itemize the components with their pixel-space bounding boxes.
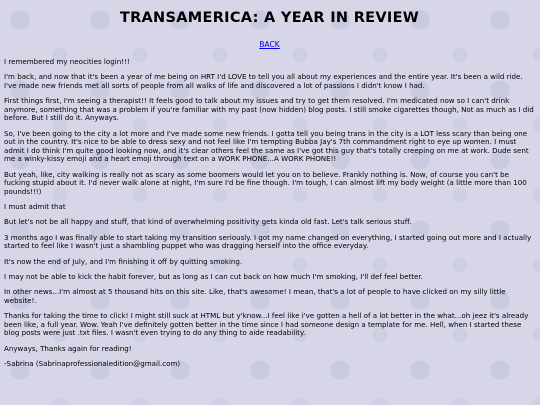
paragraph-july: It's now the end of July, and I'm finishing it off by quitting smoking. xyxy=(4,256,243,266)
paragraph-thanks: Thanks for taking the time to click! I might still suck at HTML but y'know...I feel like i've gotten a hell of a lot better in the what...oh jeez it's already been like, a full year. Wow. Yeah I've definitely gotten better in the time since I had someone design a template for me. Hell, when I started these blog posts were just .txt files. I wasn't even trying to do any thing to aide readability. xyxy=(4,311,529,338)
blog-post-body xyxy=(4,58,535,369)
paragraph-serious: But let's not be all happy and stuff, that kind of overwhelming positivity gets kinda old fast. Let's talk serious stuff. xyxy=(4,217,412,227)
back-link[interactable]: BACK xyxy=(259,40,280,49)
back-link-wrapper xyxy=(4,40,535,49)
paragraph-admit: I must admit that xyxy=(4,201,66,211)
paragraph-habit: I may not be able to kick the habit forever, but as long as I can cut back on how much I'm smoking, I'll def feel better. xyxy=(4,272,423,282)
paragraph-therapist: First things first, I'm seeing a therapist!! It feels good to talk about my issues and try to get them resolved. I'm medicated now so I can't drink anymore, something that was a problem if you're familiar with my past (now hidden) blog posts. I still smoke cigarettes though, Not as much as I did before. But I still do it. Anyways. xyxy=(4,96,534,123)
paragraph-transition: 3 months ago I was finally able to start taking my transition seriously. I got my name changed on everything, I started going out more and I actually started to feel like I wasn't just a shambling puppet who was dragging herself into the office everyday. xyxy=(4,232,532,251)
paragraph-intro: I remembered my neocities login!!! xyxy=(4,57,130,66)
paragraph-signature: -Sabrina (Sabrinaprofessionaledition@gmail.com) xyxy=(4,359,181,369)
page-title: TRANSAMERICA: A YEAR IN REVIEW xyxy=(119,10,420,26)
paragraph-city: So, I've been going to the city a lot more and I've made some new friends. I gotta tell you being trans in the city is a LOT less scary than being one out in the country. It's nice to be able to dress sexy and not feel like I'm tempting Bubba Jay's 7th commandment right to eye up women. I must admit I do think I'm quite good looking now, and it's clear others feel the same as I've got this guy that's totally creeping on me at work. Dude sent me a winky-kissy emoji and a heart emoji through text on a WORK PHONE...A WORK PHONE!! xyxy=(4,128,529,164)
paragraph-city-walking: But yeah, like, city walking is really not as scary as some boomers would let you on to believe. Frankly nothing is. Now, of course you can't be fucking stupid about it. I'd never walk alone at night, I'm sure I'd be fine though. I'm tough, I can almost lift my body weight (a little more than 100 pounds!!!) xyxy=(4,169,527,196)
paragraph-anyways: Anyways, Thanks again for reading! xyxy=(4,343,132,353)
paragraph-back: I'm back, and now that it's been a year of me being on HRT I'd LOVE to tell you all about my experiences and the entire year. It's been a wild ride. I've made new friends met all sorts of people from all walks of life and discovered a lot of passions I didn't know I had. xyxy=(4,72,523,90)
paragraph-hits: In other news...I'm almost at 5 thousand hits on this site. Like, that's awesome! I mean, that's a lot of people to have clicked on my silly little website!. xyxy=(4,287,506,305)
